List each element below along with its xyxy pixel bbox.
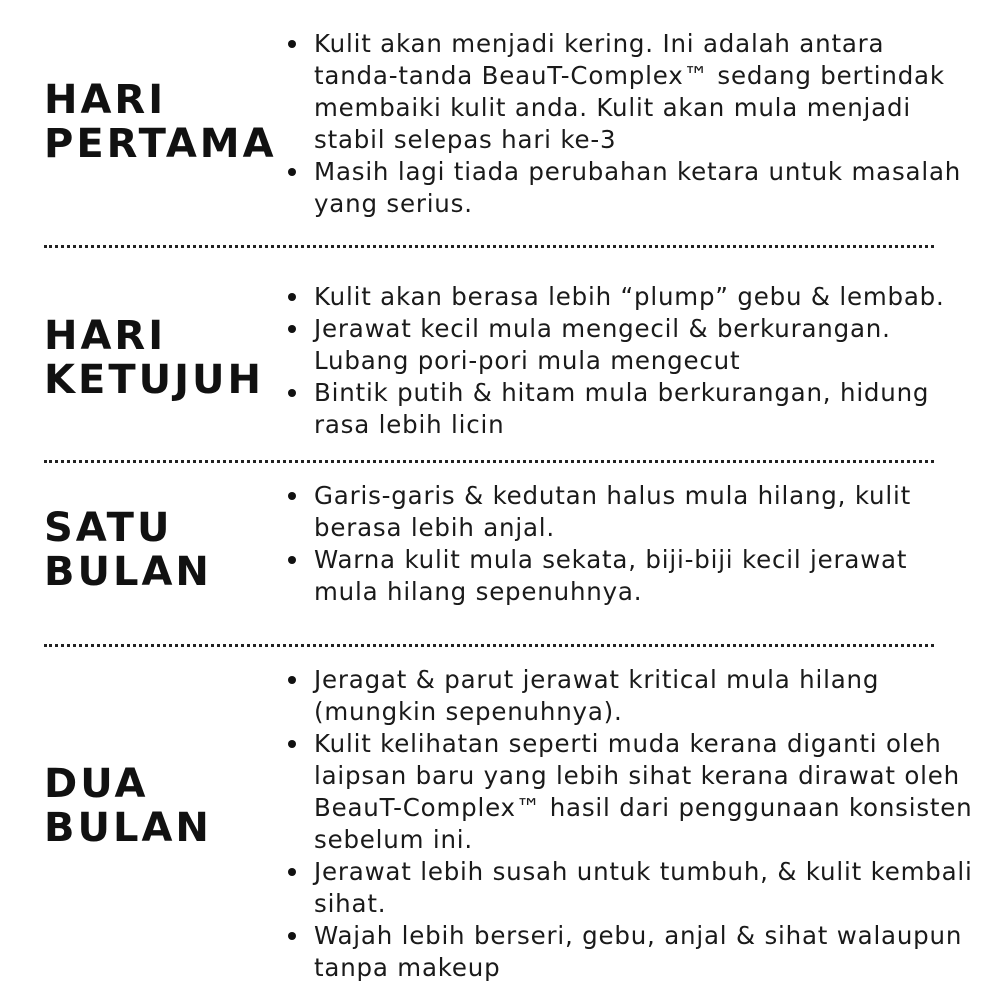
section-heading — [44, 762, 212, 850]
heading-line: HARI — [44, 77, 167, 123]
heading-line: KETUJUH — [44, 357, 264, 403]
section-heading — [44, 506, 212, 594]
bullet-list — [314, 664, 974, 984]
bullet-list — [314, 28, 974, 220]
bullet-item: Kulit kelihatan seperti muda kerana diganti oleh laipsan baru yang lebih sihat kerana dirawat oleh BeauT-Complex™ hasil dari penggunaan konsisten sebelum ini. — [314, 729, 973, 854]
section-heading — [44, 314, 264, 402]
heading-line: DUA — [44, 761, 149, 807]
bullet-list — [314, 480, 974, 608]
heading-line: BULAN — [44, 805, 212, 851]
dotted-divider — [44, 644, 934, 647]
bullet-item: Kulit akan menjadi kering. Ini adalah antara tanda-tanda BeauT-Complex™ sedang bertindak membaiki kulit anda. Kulit akan mula menjadi stabil selepas hari ke-3 — [314, 28, 974, 156]
bullet-item: Bintik putih & hitam mula berkurangan, hidung rasa lebih licin — [314, 377, 974, 441]
dotted-divider — [44, 460, 934, 463]
bullet-item: Garis-garis & kedutan halus mula hilang, kulit berasa lebih anjal. — [314, 480, 974, 544]
bullet-item: Warna kulit mula sekata, biji-biji kecil jerawat mula hilang sepenuhnya. — [314, 544, 974, 608]
bullet-item: Jerawat kecil mula mengecil & berkurangan. Lubang pori-pori mula mengecut — [314, 313, 974, 377]
bullet-item: Wajah lebih berseri, gebu, anjal & sihat walaupun tanpa makeup — [314, 920, 974, 984]
dotted-divider — [44, 245, 934, 248]
bullet-item: Masih lagi tiada perubahan ketara untuk masalah yang serius. — [314, 156, 974, 220]
heading-line: HARI — [44, 313, 167, 359]
bullet-item: Jeragat & parut jerawat kritical mula hilang (mungkin sepenuhnya). — [314, 664, 974, 728]
bullet-item: Kulit akan berasa lebih “plump” gebu & lembab. — [314, 281, 974, 313]
heading-line: PERTAMA — [44, 121, 277, 167]
heading-line: BULAN — [44, 549, 212, 595]
bullet-list — [314, 281, 974, 441]
heading-line: SATU — [44, 505, 173, 551]
bullet-item: Jerawat lebih susah untuk tumbuh, & kulit kembali sihat. — [314, 857, 973, 918]
section-heading — [44, 78, 277, 166]
